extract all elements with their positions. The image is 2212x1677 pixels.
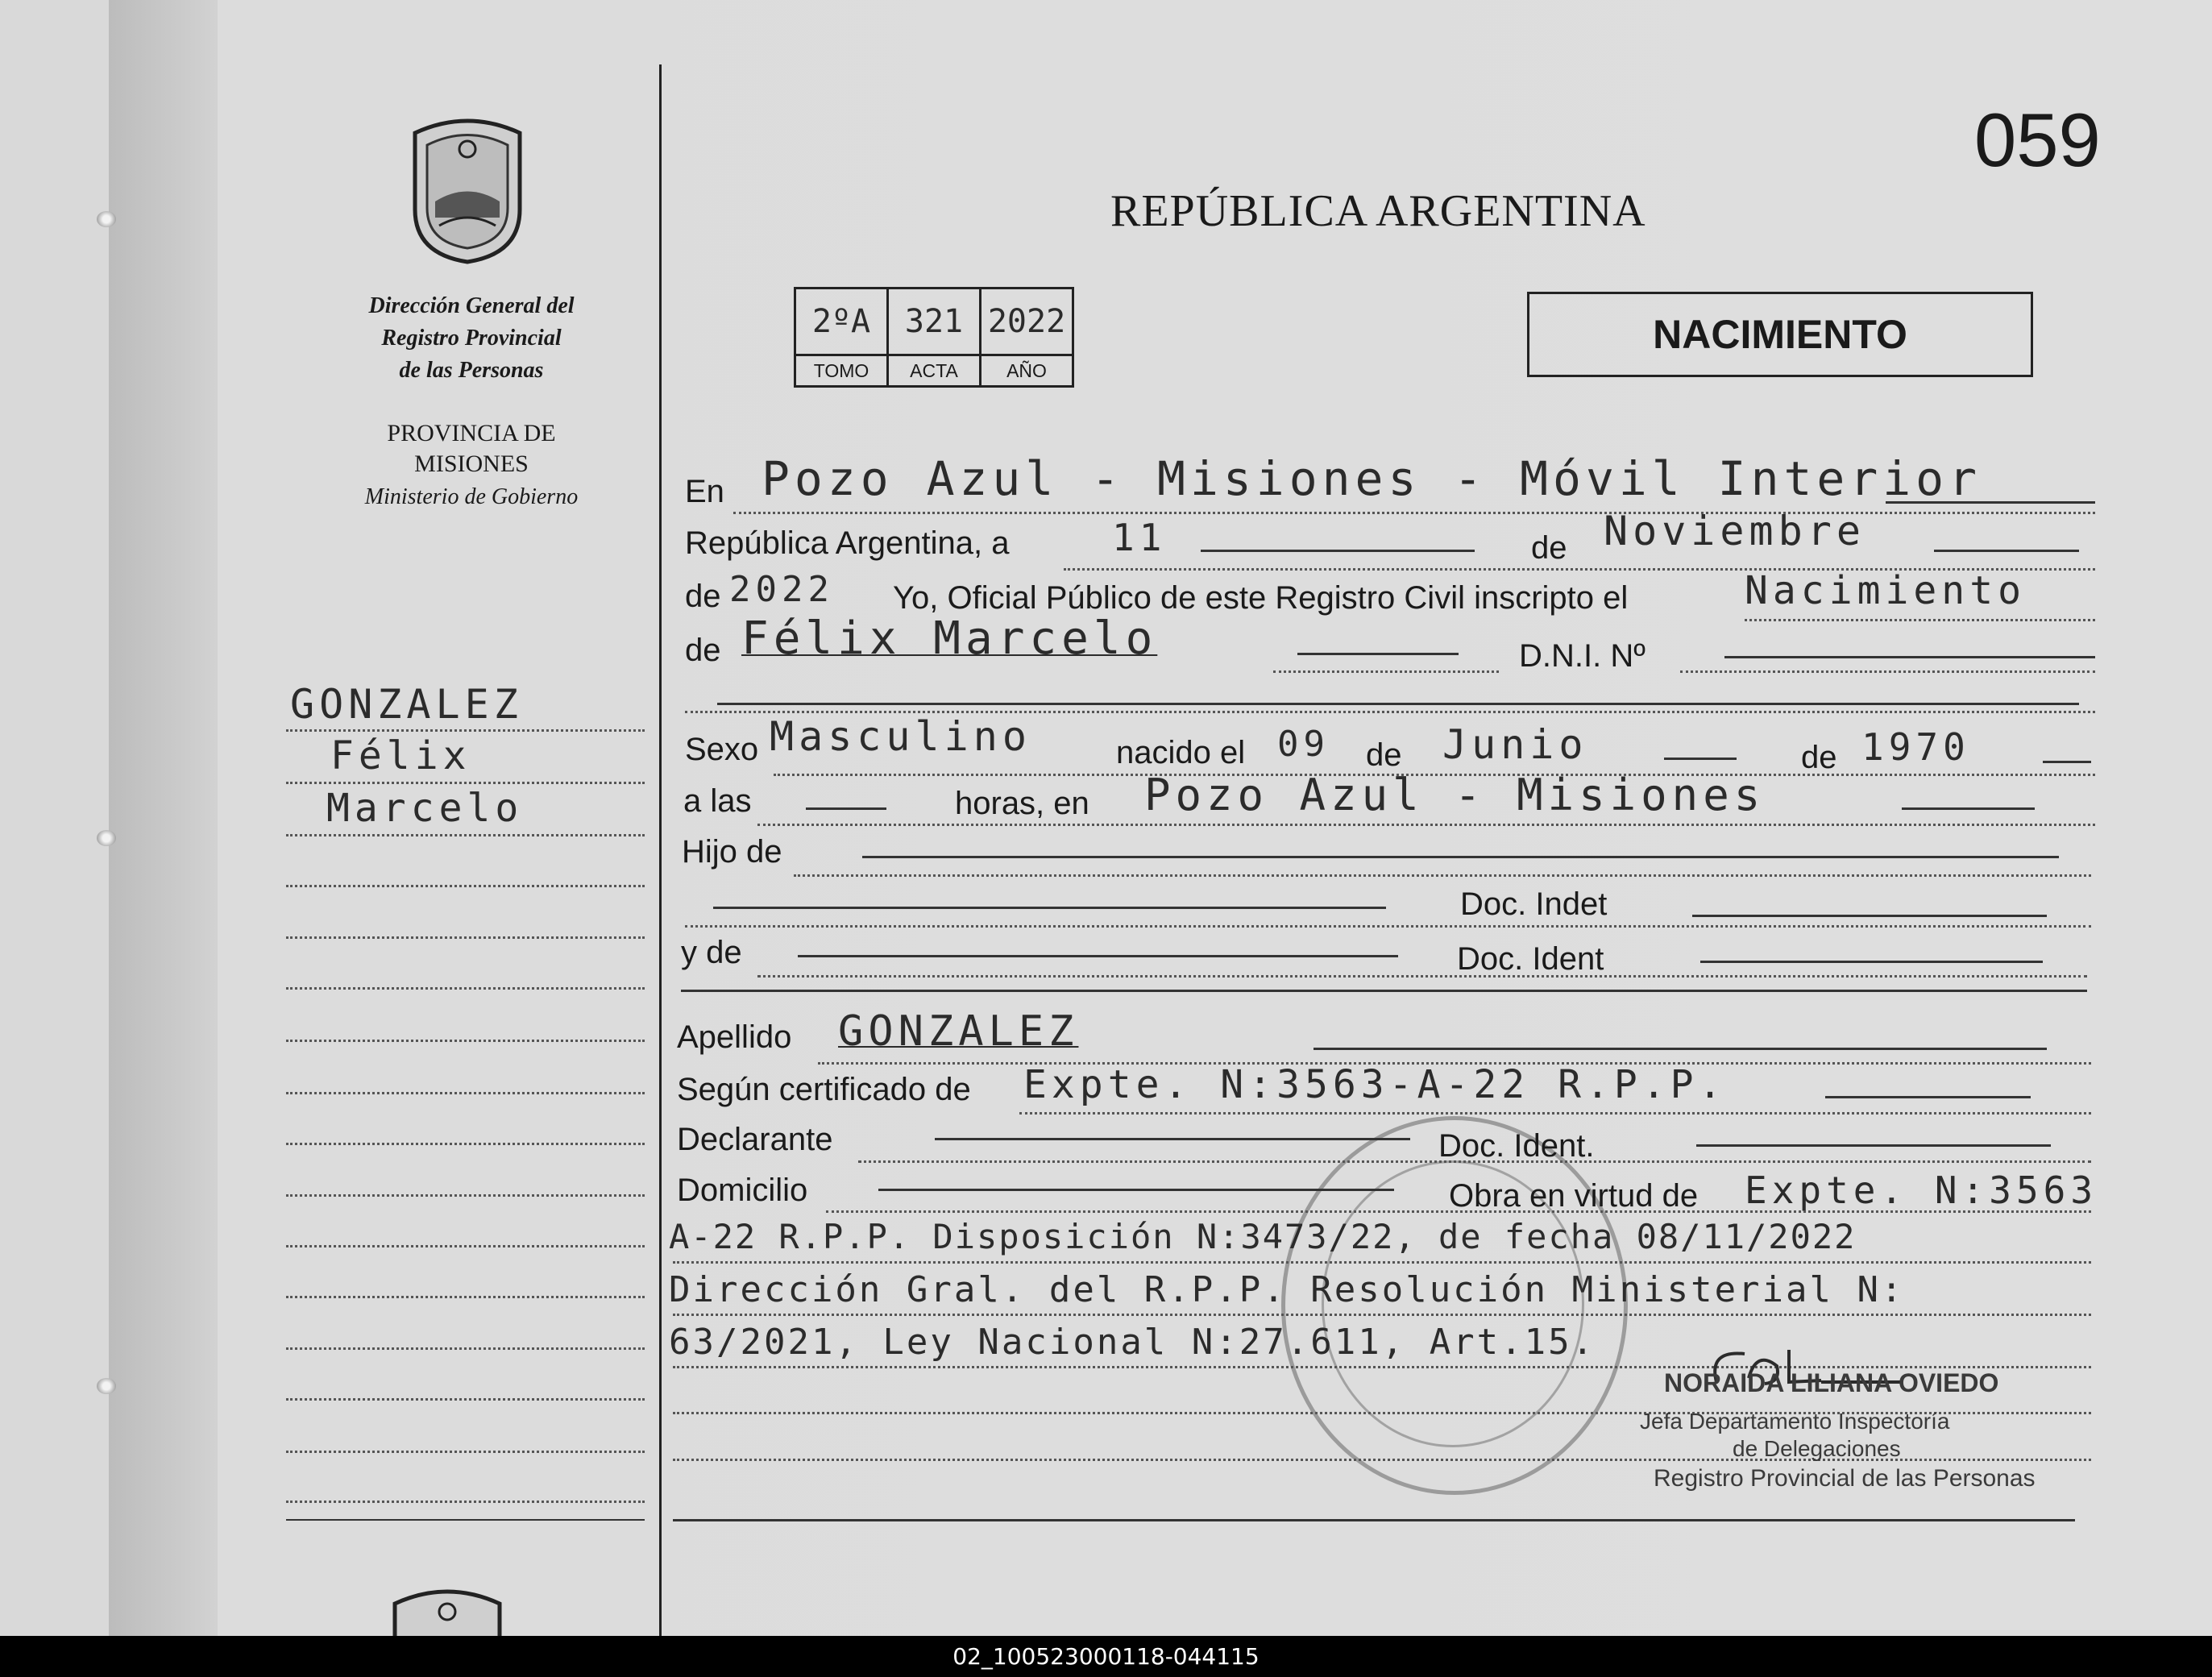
acta-label: ACTA (888, 355, 981, 387)
doc-indet-label: Doc. Indet (1460, 886, 1608, 922)
margin-line (286, 1501, 645, 1503)
observation-line: 63/2021, Ley Nacional N:27.611, Art.15. (669, 1322, 1596, 1363)
file-id-footer: 02_100523000118-044115 (0, 1636, 2212, 1677)
form-line (858, 1160, 2091, 1163)
fill-dash (1696, 1144, 2051, 1147)
fill-dash (806, 807, 886, 810)
fill-dash (717, 703, 2079, 705)
y-de-label: y de (681, 935, 742, 970)
fill-dash (2043, 761, 2091, 763)
sexo-value: Masculino (770, 713, 1031, 760)
staple-hole (97, 1378, 116, 1394)
margin-line (286, 936, 645, 939)
fill-dash (1700, 961, 2043, 963)
hijo-label: Hijo de (682, 834, 782, 870)
doc-ident-label: Doc. Ident (1457, 941, 1604, 977)
office-line: de las Personas (399, 358, 544, 383)
margin-line (286, 1092, 645, 1094)
observation-line: A-22 R.P.P. Disposición N:3473/22, de fecha 08/11/2022 (669, 1217, 1857, 1256)
day-value: 11 (1112, 516, 1167, 559)
doc-ident-label2: Doc. Ident. (1438, 1128, 1595, 1164)
apellido-label: Apellido (677, 1019, 792, 1055)
signer-title: Jefa Departamento Inspectoría (1640, 1409, 1950, 1434)
margin-line (286, 1194, 645, 1197)
staple-hole (97, 830, 116, 846)
en-value: Pozo Azul - Misiones - Móvil Interior (762, 451, 1982, 506)
declarante-label: Declarante (677, 1122, 833, 1157)
fill-dash (862, 856, 2059, 858)
fill-dash (1692, 915, 2047, 917)
margin-line (286, 729, 645, 732)
fill-dash (1201, 550, 1475, 552)
form-line (673, 1314, 2091, 1316)
staple-hole (97, 211, 116, 227)
office-line: Registro Provincial (381, 326, 562, 351)
province-seal-icon (387, 1579, 508, 1636)
oficial-text: Yo, Oficial Público de este Registro Civil inscripto el (893, 580, 1629, 616)
column-divider (659, 64, 662, 1636)
birth-place-value: Pozo Azul - Misiones (1144, 770, 1766, 820)
name-value: Félix Marcelo (741, 612, 1158, 665)
fill-dash (681, 990, 2087, 992)
de-label3: de (1801, 740, 1837, 775)
margin-name: Félix (330, 733, 471, 778)
anio-label: AÑO (981, 355, 1073, 387)
form-line (673, 1261, 2091, 1264)
province-line: MISIONES (414, 450, 529, 477)
republica-label: República Argentina, a (685, 525, 1010, 561)
dni-label: D.N.I. Nº (1519, 638, 1646, 674)
margin-line (286, 987, 645, 990)
year-value: 2022 (729, 569, 834, 610)
form-line (1019, 1112, 2091, 1115)
office-line: Dirección General del (368, 293, 575, 318)
fill-dash (798, 955, 1398, 957)
fill-dash (713, 907, 1386, 909)
acta-value: 321 (888, 288, 981, 355)
obra-value: Expte. N:3563 (1745, 1169, 2098, 1212)
inscripto-value: Nacimiento (1745, 568, 2026, 613)
apellido-value: GONZALEZ (838, 1007, 1079, 1056)
signer-title: de Delegaciones (1733, 1436, 1901, 1461)
form-line (757, 975, 2087, 978)
birth-year-value: 1970 (1861, 725, 1970, 769)
de-label2: de (1366, 737, 1402, 773)
form-line (757, 824, 2095, 826)
margin-line (286, 1143, 645, 1145)
anio-value: 2022 (981, 288, 1073, 355)
signer-name: NORAIDA LILIANA OVIEDO (1664, 1368, 1999, 1397)
form-line (733, 512, 2095, 514)
province-seal-icon (403, 113, 532, 266)
fill-dash (1664, 758, 1737, 760)
segun-label: Según certificado de (677, 1072, 971, 1107)
birth-month-value: Junio (1442, 721, 1588, 768)
form-line (685, 925, 2091, 928)
margin-surname: GONZALEZ (290, 681, 523, 728)
domicilio-label: Domicilio (677, 1173, 808, 1208)
form-line (826, 1210, 2091, 1213)
signer-title: Registro Provincial de las Personas (1654, 1465, 2036, 1492)
margin-name: Marcelo (326, 786, 524, 831)
fill-dash (878, 1189, 1394, 1191)
margin-line (286, 834, 645, 836)
ministry-line: Ministerio de Gobierno (364, 484, 579, 509)
margin-line (286, 1245, 645, 1247)
form-line (1680, 670, 2095, 673)
record-type-box: NACIMIENTO (1527, 292, 2033, 377)
de-year-label: de (685, 579, 721, 614)
margin-line (286, 1398, 645, 1401)
form-line (1745, 619, 2095, 621)
form-line (1273, 670, 1499, 673)
fill-dash (1724, 656, 2095, 658)
fill-dash (935, 1138, 1410, 1140)
sexo-label: Sexo (685, 732, 759, 767)
segun-value: Expte. N:3563-A-22 R.P.P. (1023, 1062, 1727, 1107)
document-number: 059 (1974, 98, 2101, 182)
fill-dash (1314, 1048, 2047, 1050)
fill-dash (1886, 501, 2095, 504)
de-label: de (1531, 530, 1567, 566)
month-value: Noviembre (1604, 508, 1865, 554)
form-line (794, 874, 2091, 877)
a-las-label: a las (683, 783, 752, 819)
page-fold (109, 0, 218, 1636)
fill-dash (1825, 1096, 2031, 1098)
birth-day-value: 09 (1277, 724, 1330, 765)
tomo-label: TOMO (795, 355, 888, 387)
fill-dash (1297, 653, 1459, 655)
record-table (794, 287, 1074, 388)
margin-line (286, 1296, 645, 1298)
observation-line: Dirección Gral. del R.P.P. Resolución Ministerial N: (669, 1269, 1905, 1310)
country-title: REPÚBLICA ARGENTINA (1110, 186, 1646, 236)
en-label: En (685, 474, 724, 509)
fill-dash (1902, 807, 2035, 810)
tomo-value: 2ºA (795, 288, 888, 355)
margin-line (286, 885, 645, 887)
obra-label: Obra en virtud de (1449, 1178, 1699, 1214)
horas-label: horas, en (955, 786, 1089, 821)
margin-line (286, 782, 645, 784)
province-line: PROVINCIA DE (387, 420, 556, 446)
nacido-label: nacido el (1116, 735, 1246, 770)
margin-line (286, 1451, 645, 1453)
margin-line (286, 1347, 645, 1350)
de-name-label: de (685, 633, 721, 668)
margin-end-line (286, 1519, 645, 1521)
fill-dash (673, 1519, 2075, 1521)
margin-line (286, 1040, 645, 1042)
fill-dash (1934, 550, 2079, 552)
